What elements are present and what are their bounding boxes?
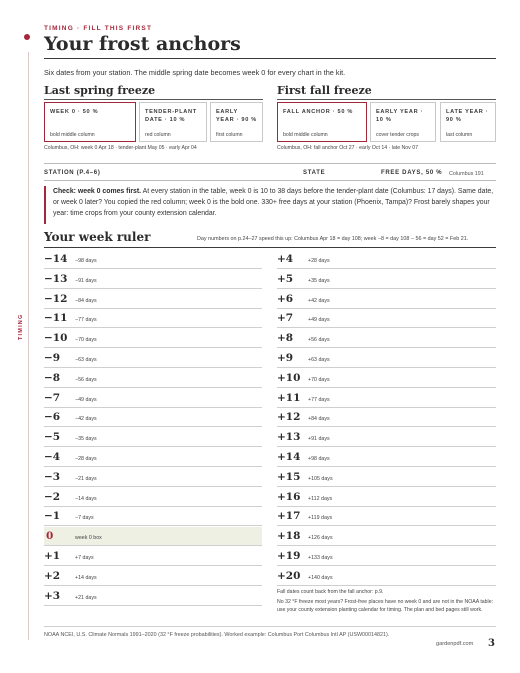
week-number: +10 (277, 371, 301, 384)
week-row[interactable] (44, 290, 262, 309)
week-ruler-note: Day numbers on p.24–27 speed this up: Columbus Apr 18 = day 108; week −8 = day 108 − 56 = day 52 = Feb 21. (197, 236, 469, 242)
week-number: +16 (277, 490, 301, 503)
day-offset-label: +21 days (75, 594, 97, 601)
station-strip-bottom-rule (44, 180, 496, 181)
day-offset-label: week 0 box (75, 535, 102, 542)
week-number: +11 (277, 391, 301, 404)
week-row[interactable] (44, 547, 262, 566)
day-offset-label: +105 days (308, 475, 333, 482)
day-offset-label: +35 days (308, 277, 330, 284)
week-number: +12 (277, 411, 301, 424)
week-row[interactable] (44, 448, 262, 467)
spring-heading: Last spring freeze (44, 84, 156, 97)
fall-example-note: Columbus, OH: fall anchor Oct 27 · early Oct 14 · late Nov 07 (277, 145, 418, 151)
day-offset-label: +126 days (308, 535, 333, 542)
week-number: −4 (44, 451, 61, 463)
week-row[interactable] (44, 329, 262, 348)
week-number: −2 (44, 490, 61, 503)
state-label: STATE (303, 170, 326, 176)
day-offset-label: −98 days (75, 258, 97, 264)
week-number: +6 (277, 292, 294, 305)
week-row[interactable] (277, 547, 496, 566)
week-number: +7 (277, 312, 294, 325)
day-offset-label: +140 days (308, 574, 333, 581)
week-number: −7 (44, 391, 61, 404)
day-offset-label: +133 days (308, 555, 333, 561)
week-row[interactable] (277, 527, 496, 546)
free-days-value: Columbus 191 (449, 171, 484, 177)
week-row[interactable] (44, 567, 262, 586)
day-offset-label: −77 days (75, 317, 97, 324)
week-number: +17 (277, 510, 301, 523)
title-divider (44, 58, 496, 59)
week-number: +18 (277, 530, 301, 543)
week-row[interactable] (277, 448, 496, 467)
side-section-label: TIMING (18, 313, 24, 340)
day-offset-label: +14 days (75, 574, 97, 581)
day-offset-label: −56 days (75, 376, 97, 383)
box-label: EARLY YEAR · 10 % (376, 109, 424, 123)
box-label: EARLY YEAR · 90 % (216, 109, 257, 123)
spring-tender-plant-box[interactable] (139, 102, 207, 142)
fall-divider (277, 99, 496, 100)
week-row[interactable] (44, 270, 262, 289)
week-row[interactable] (277, 389, 496, 408)
spring-week0-box[interactable] (44, 102, 136, 142)
box-label: LATE YEAR · 90 % (446, 109, 489, 123)
day-offset-label: +77 days (308, 396, 330, 403)
week-number: −6 (44, 411, 61, 424)
week-number: +9 (277, 352, 294, 364)
fall-count-note: Fall dates count back from the fall anchor: p.9. (277, 589, 384, 595)
week-ruler-heading: Your week ruler (44, 230, 151, 244)
week-row[interactable] (277, 567, 496, 586)
day-offset-label: −42 days (75, 416, 97, 423)
week-row[interactable] (277, 408, 496, 427)
week-number: +14 (277, 451, 301, 463)
site-link[interactable]: gardenpdf.com (436, 641, 474, 647)
box-sub-label: bold middle column (50, 132, 95, 138)
page-kicker: TIMING · FILL THIS FIRST (44, 25, 153, 32)
day-offset-label: −70 days (75, 337, 97, 344)
week-number: −13 (44, 272, 68, 285)
check-callout (44, 186, 496, 224)
week-ruler-divider (44, 247, 496, 248)
week-number: −11 (44, 312, 68, 325)
week-row[interactable] (277, 428, 496, 447)
source-citation: NOAA NCEI, U.S. Climate Normals 1991–2020 (32 °F freeze probabilities). Worked example: Columbus Port Columbus Intl AP (USW00014821). (44, 632, 390, 638)
week-row[interactable] (277, 349, 496, 368)
week-row[interactable] (44, 349, 262, 368)
week-row[interactable] (44, 408, 262, 427)
week-zero-row[interactable] (44, 527, 262, 546)
day-offset-label: −63 days (75, 357, 97, 363)
week-row[interactable] (277, 468, 496, 487)
week-row[interactable] (277, 369, 496, 388)
week-number: +5 (277, 272, 294, 285)
check-body: At every station in the table, week 0 is 10 to 38 days before the tender-plant date (Columbus: 17 days). Same date, or week 0 later? You copied the red column; week 0 is the bold one. 330+ free days at your station (Phoenix, Tampa)? Frost barely shapes your year: time crops from your county extension calendar. (53, 188, 494, 217)
day-offset-label: −7 days (75, 515, 94, 522)
box-sub-label: cover tender crops (376, 132, 419, 138)
week-number: −1 (44, 510, 61, 523)
day-offset-label: −91 days (75, 277, 97, 284)
day-offset-label: +98 days (308, 456, 330, 462)
free-days-label: FREE DAYS, 50 % (381, 170, 443, 176)
side-rule (28, 52, 29, 640)
day-offset-label: +63 days (308, 357, 330, 363)
week-row[interactable] (277, 270, 496, 289)
box-sub-label: last column (446, 132, 473, 138)
intro-text: Six dates from your station. The middle spring date becomes week 0 for every chart in the kit. (44, 68, 346, 77)
week-row[interactable] (44, 507, 262, 526)
fall-early-year-box[interactable] (370, 102, 436, 142)
footer-divider (44, 626, 496, 627)
day-offset-label: −21 days (75, 475, 97, 482)
day-offset-label: −35 days (75, 436, 97, 443)
day-offset-label: −84 days (75, 297, 97, 304)
week-row[interactable] (44, 369, 262, 388)
station-strip-top-rule (44, 163, 496, 164)
week-number: −12 (44, 292, 68, 305)
day-offset-label: +91 days (308, 436, 330, 443)
week-row[interactable] (277, 309, 496, 328)
week-row[interactable] (277, 290, 496, 309)
fall-late-year-box[interactable] (440, 102, 496, 142)
day-offset-label: +84 days (308, 416, 330, 423)
week-number: +19 (277, 550, 301, 562)
box-label: FALL ANCHOR · 50 % (283, 109, 354, 115)
week-number: 0 (46, 530, 54, 543)
page-title: Your frost anchors (44, 33, 241, 55)
day-offset-label: +49 days (308, 317, 330, 324)
box-sub-label: first column (216, 132, 243, 138)
station-label: STATION (P.4–6) (44, 170, 101, 176)
week-number: +8 (277, 332, 294, 345)
fall-heading: First fall freeze (277, 84, 372, 97)
week-row[interactable] (44, 250, 262, 269)
week-row[interactable] (44, 468, 262, 487)
week-number: −10 (44, 332, 68, 345)
week-row[interactable] (277, 488, 496, 507)
day-offset-label: −14 days (75, 495, 97, 502)
week-row[interactable] (44, 389, 262, 408)
day-offset-label: +119 days (308, 515, 333, 522)
page-number: 3 (488, 638, 495, 649)
day-offset-label: +28 days (308, 258, 330, 264)
week-number: +2 (44, 569, 61, 582)
check-lead: Check: week 0 comes first. (53, 188, 142, 195)
day-offset-label: +112 days (308, 495, 333, 502)
week-row[interactable] (44, 309, 262, 328)
week-number: +1 (44, 550, 61, 562)
week-number: −14 (44, 253, 68, 265)
fall-anchor-box[interactable] (277, 102, 367, 142)
box-label: TENDER-PLANT DATE · 10 % (145, 109, 197, 123)
week-number: +15 (277, 470, 301, 483)
day-offset-label: +42 days (308, 297, 330, 304)
week-number: +3 (44, 589, 61, 602)
check-text (53, 186, 496, 219)
box-sub-label: red column (145, 132, 171, 138)
section-marker-dot (24, 34, 30, 40)
box-label: WEEK 0 · 50 % (50, 109, 99, 115)
week-row[interactable] (44, 488, 262, 507)
spring-divider (44, 99, 263, 100)
spring-example-note: Columbus, OH: week 0 Apr 18 · tender-plant May 05 · early Apr 04 (44, 145, 197, 151)
week-row[interactable] (277, 507, 496, 526)
box-sub-label: bold middle column (283, 132, 328, 138)
week-number: −9 (44, 352, 61, 364)
week-number: +4 (277, 253, 294, 265)
week-number: −3 (44, 470, 61, 483)
spring-early-year-box[interactable] (210, 102, 263, 142)
frost-free-note: No 32 °F freeze most years? Frost-free places have no week 0 and are not in the NOAA table: use your county extension planting calendar for timing. The plan and bed pages still work. (277, 599, 494, 613)
week-row[interactable] (277, 329, 496, 348)
day-offset-label: +7 days (75, 555, 94, 561)
week-row[interactable] (44, 587, 262, 606)
week-number: −5 (44, 431, 61, 444)
week-number: +20 (277, 569, 301, 582)
day-offset-label: +56 days (308, 337, 330, 344)
week-row[interactable] (277, 250, 496, 269)
day-offset-label: +70 days (308, 376, 330, 383)
week-number: +13 (277, 431, 301, 444)
week-row[interactable] (44, 428, 262, 447)
day-offset-label: −28 days (75, 456, 97, 462)
week-number: −8 (44, 371, 61, 384)
day-offset-label: −49 days (75, 396, 97, 403)
